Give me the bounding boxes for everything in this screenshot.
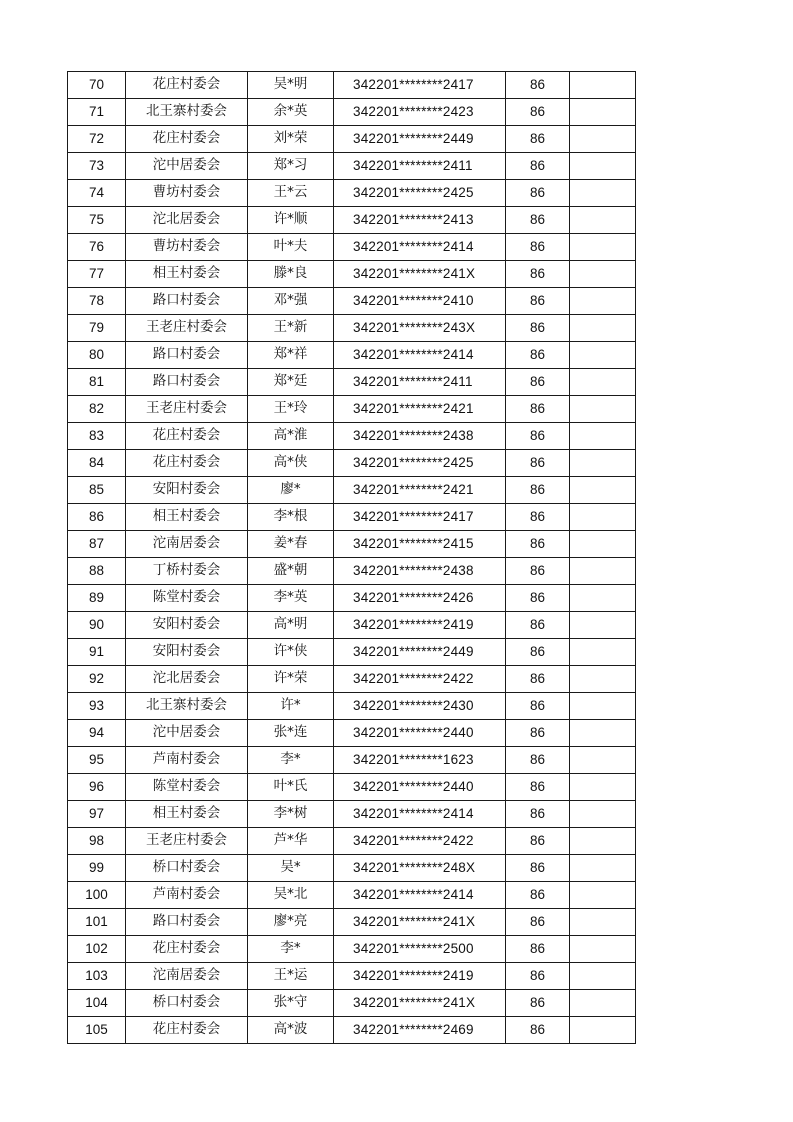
table-row: [68, 99, 636, 126]
score-cell: 86: [506, 558, 570, 585]
name-cell: 许*荣: [248, 666, 334, 693]
table-row: [68, 234, 636, 261]
table-row: [68, 882, 636, 909]
table-row: [68, 990, 636, 1017]
remark-cell: [570, 936, 636, 963]
score-cell: 86: [506, 396, 570, 423]
committee-cell: 沱中居委会: [126, 153, 248, 180]
name-cell: 郑*祥: [248, 342, 334, 369]
remark-cell: [570, 909, 636, 936]
committee-cell: 沱南居委会: [126, 963, 248, 990]
committee-cell: 芦南村委会: [126, 882, 248, 909]
remark-cell: [570, 531, 636, 558]
name-cell: 叶*夫: [248, 234, 334, 261]
remark-cell: [570, 801, 636, 828]
score-cell: 86: [506, 288, 570, 315]
committee-cell: 花庄村委会: [126, 72, 248, 99]
score-cell: 86: [506, 666, 570, 693]
score-cell: 86: [506, 369, 570, 396]
name-cell: 李*根: [248, 504, 334, 531]
score-cell: 86: [506, 801, 570, 828]
table-row: [68, 450, 636, 477]
score-cell: 86: [506, 423, 570, 450]
score-cell: 86: [506, 1017, 570, 1044]
table-row: [68, 153, 636, 180]
table-row: [68, 531, 636, 558]
id-number-cell: 342201********2423: [334, 99, 506, 126]
id-number-cell: 342201********2438: [334, 558, 506, 585]
table-row: [68, 639, 636, 666]
table-row: [68, 801, 636, 828]
remark-cell: [570, 99, 636, 126]
remark-cell: [570, 1017, 636, 1044]
row-number-cell: 92: [68, 666, 126, 693]
committee-cell: 王老庄村委会: [126, 315, 248, 342]
id-number-cell: 342201********2414: [334, 882, 506, 909]
name-cell: 高*侠: [248, 450, 334, 477]
committee-cell: 桥口村委会: [126, 855, 248, 882]
committee-cell: 芦南村委会: [126, 747, 248, 774]
remark-cell: [570, 585, 636, 612]
committee-cell: 王老庄村委会: [126, 828, 248, 855]
name-cell: 许*顺: [248, 207, 334, 234]
row-number-cell: 98: [68, 828, 126, 855]
table-row: [68, 1017, 636, 1044]
row-number-cell: 102: [68, 936, 126, 963]
remark-cell: [570, 153, 636, 180]
row-number-cell: 84: [68, 450, 126, 477]
row-number-cell: 99: [68, 855, 126, 882]
table-row: [68, 909, 636, 936]
score-cell: 86: [506, 99, 570, 126]
score-cell: 86: [506, 153, 570, 180]
score-cell: 86: [506, 909, 570, 936]
table-row: [68, 207, 636, 234]
name-cell: 高*淮: [248, 423, 334, 450]
score-cell: 86: [506, 315, 570, 342]
id-number-cell: 342201********243X: [334, 315, 506, 342]
table-row: [68, 720, 636, 747]
table-row: [68, 369, 636, 396]
committee-cell: 路口村委会: [126, 342, 248, 369]
id-number-cell: 342201********2422: [334, 828, 506, 855]
id-number-cell: 342201********2449: [334, 126, 506, 153]
name-cell: 吴*明: [248, 72, 334, 99]
table-row: [68, 558, 636, 585]
score-cell: 86: [506, 882, 570, 909]
committee-cell: 相王村委会: [126, 801, 248, 828]
remark-cell: [570, 774, 636, 801]
score-cell: 86: [506, 180, 570, 207]
score-cell: 86: [506, 612, 570, 639]
id-number-cell: 342201********2426: [334, 585, 506, 612]
committee-cell: 安阳村委会: [126, 639, 248, 666]
id-number-cell: 342201********2419: [334, 963, 506, 990]
id-number-cell: 342201********241X: [334, 909, 506, 936]
table-row: [68, 504, 636, 531]
name-cell: 高*波: [248, 1017, 334, 1044]
remark-cell: [570, 315, 636, 342]
table-row: [68, 477, 636, 504]
table-row: [68, 585, 636, 612]
score-cell: 86: [506, 855, 570, 882]
score-cell: 86: [506, 261, 570, 288]
name-cell: 吴*: [248, 855, 334, 882]
remark-cell: [570, 261, 636, 288]
remark-cell: [570, 450, 636, 477]
committee-cell: 陈堂村委会: [126, 585, 248, 612]
committee-cell: 安阳村委会: [126, 612, 248, 639]
table-row: [68, 612, 636, 639]
table-row: [68, 936, 636, 963]
remark-cell: [570, 342, 636, 369]
remark-cell: [570, 639, 636, 666]
committee-cell: 沱中居委会: [126, 720, 248, 747]
score-cell: 86: [506, 531, 570, 558]
id-number-cell: 342201********2414: [334, 342, 506, 369]
row-number-cell: 81: [68, 369, 126, 396]
committee-cell: 北王寨村委会: [126, 99, 248, 126]
name-cell: 王*云: [248, 180, 334, 207]
remark-cell: [570, 396, 636, 423]
score-cell: 86: [506, 747, 570, 774]
id-number-cell: 342201********1623: [334, 747, 506, 774]
id-number-cell: 342201********2469: [334, 1017, 506, 1044]
id-number-cell: 342201********2425: [334, 450, 506, 477]
id-number-cell: 342201********2421: [334, 396, 506, 423]
table-row: [68, 828, 636, 855]
table-row: [68, 288, 636, 315]
committee-cell: 花庄村委会: [126, 936, 248, 963]
score-cell: 86: [506, 126, 570, 153]
remark-cell: [570, 693, 636, 720]
row-number-cell: 86: [68, 504, 126, 531]
remark-cell: [570, 855, 636, 882]
name-cell: 吴*北: [248, 882, 334, 909]
score-cell: 86: [506, 234, 570, 261]
name-cell: 芦*华: [248, 828, 334, 855]
remark-cell: [570, 288, 636, 315]
row-number-cell: 93: [68, 693, 126, 720]
id-number-cell: 342201********2449: [334, 639, 506, 666]
committee-cell: 相王村委会: [126, 504, 248, 531]
committee-cell: 北王寨村委会: [126, 693, 248, 720]
row-number-cell: 90: [68, 612, 126, 639]
score-cell: 86: [506, 207, 570, 234]
roster-table: [67, 71, 636, 1044]
committee-cell: 沱北居委会: [126, 207, 248, 234]
row-number-cell: 87: [68, 531, 126, 558]
row-number-cell: 103: [68, 963, 126, 990]
committee-cell: 路口村委会: [126, 288, 248, 315]
row-number-cell: 95: [68, 747, 126, 774]
row-number-cell: 82: [68, 396, 126, 423]
table-row: [68, 666, 636, 693]
row-number-cell: 79: [68, 315, 126, 342]
row-number-cell: 97: [68, 801, 126, 828]
table-row: [68, 261, 636, 288]
committee-cell: 相王村委会: [126, 261, 248, 288]
score-cell: 86: [506, 477, 570, 504]
id-number-cell: 342201********2415: [334, 531, 506, 558]
table-row: [68, 342, 636, 369]
row-number-cell: 76: [68, 234, 126, 261]
table-row: [68, 747, 636, 774]
score-cell: 86: [506, 774, 570, 801]
table-row: [68, 693, 636, 720]
name-cell: 叶*氏: [248, 774, 334, 801]
committee-cell: 陈堂村委会: [126, 774, 248, 801]
id-number-cell: 342201********2425: [334, 180, 506, 207]
remark-cell: [570, 558, 636, 585]
remark-cell: [570, 612, 636, 639]
remark-cell: [570, 504, 636, 531]
remark-cell: [570, 72, 636, 99]
row-number-cell: 100: [68, 882, 126, 909]
name-cell: 姜*春: [248, 531, 334, 558]
table-row: [68, 396, 636, 423]
id-number-cell: 342201********241X: [334, 990, 506, 1017]
committee-cell: 路口村委会: [126, 909, 248, 936]
id-number-cell: 342201********241X: [334, 261, 506, 288]
id-number-cell: 342201********2419: [334, 612, 506, 639]
committee-cell: 花庄村委会: [126, 423, 248, 450]
row-number-cell: 91: [68, 639, 126, 666]
row-number-cell: 104: [68, 990, 126, 1017]
table-row: [68, 774, 636, 801]
score-cell: 86: [506, 72, 570, 99]
row-number-cell: 105: [68, 1017, 126, 1044]
row-number-cell: 77: [68, 261, 126, 288]
name-cell: 王*玲: [248, 396, 334, 423]
name-cell: 李*: [248, 747, 334, 774]
committee-cell: 曹坊村委会: [126, 180, 248, 207]
row-number-cell: 73: [68, 153, 126, 180]
committee-cell: 丁桥村委会: [126, 558, 248, 585]
remark-cell: [570, 180, 636, 207]
row-number-cell: 80: [68, 342, 126, 369]
id-number-cell: 342201********248X: [334, 855, 506, 882]
name-cell: 廖*亮: [248, 909, 334, 936]
remark-cell: [570, 126, 636, 153]
row-number-cell: 85: [68, 477, 126, 504]
id-number-cell: 342201********2422: [334, 666, 506, 693]
score-cell: 86: [506, 693, 570, 720]
id-number-cell: 342201********2421: [334, 477, 506, 504]
remark-cell: [570, 207, 636, 234]
row-number-cell: 74: [68, 180, 126, 207]
name-cell: 李*树: [248, 801, 334, 828]
name-cell: 王*新: [248, 315, 334, 342]
score-cell: 86: [506, 828, 570, 855]
name-cell: 许*侠: [248, 639, 334, 666]
remark-cell: [570, 720, 636, 747]
committee-cell: 曹坊村委会: [126, 234, 248, 261]
score-cell: 86: [506, 450, 570, 477]
name-cell: 张*连: [248, 720, 334, 747]
id-number-cell: 342201********2411: [334, 369, 506, 396]
row-number-cell: 71: [68, 99, 126, 126]
table-row: [68, 72, 636, 99]
remark-cell: [570, 747, 636, 774]
row-number-cell: 78: [68, 288, 126, 315]
committee-cell: 花庄村委会: [126, 450, 248, 477]
committee-cell: 沱南居委会: [126, 531, 248, 558]
name-cell: 李*: [248, 936, 334, 963]
row-number-cell: 101: [68, 909, 126, 936]
row-number-cell: 94: [68, 720, 126, 747]
score-cell: 86: [506, 963, 570, 990]
name-cell: 李*英: [248, 585, 334, 612]
table-row: [68, 855, 636, 882]
id-number-cell: 342201********2438: [334, 423, 506, 450]
row-number-cell: 72: [68, 126, 126, 153]
committee-cell: 王老庄村委会: [126, 396, 248, 423]
table-row: [68, 126, 636, 153]
id-number-cell: 342201********2413: [334, 207, 506, 234]
id-number-cell: 342201********2440: [334, 720, 506, 747]
committee-cell: 路口村委会: [126, 369, 248, 396]
remark-cell: [570, 963, 636, 990]
score-cell: 86: [506, 990, 570, 1017]
name-cell: 余*英: [248, 99, 334, 126]
remark-cell: [570, 882, 636, 909]
id-number-cell: 342201********2414: [334, 234, 506, 261]
committee-cell: 花庄村委会: [126, 126, 248, 153]
committee-cell: 桥口村委会: [126, 990, 248, 1017]
score-cell: 86: [506, 639, 570, 666]
table-row: [68, 315, 636, 342]
id-number-cell: 342201********2500: [334, 936, 506, 963]
name-cell: 许*: [248, 693, 334, 720]
remark-cell: [570, 423, 636, 450]
row-number-cell: 96: [68, 774, 126, 801]
committee-cell: 沱北居委会: [126, 666, 248, 693]
name-cell: 盛*朝: [248, 558, 334, 585]
id-number-cell: 342201********2411: [334, 153, 506, 180]
name-cell: 张*守: [248, 990, 334, 1017]
id-number-cell: 342201********2440: [334, 774, 506, 801]
score-cell: 86: [506, 504, 570, 531]
remark-cell: [570, 666, 636, 693]
name-cell: 刘*荣: [248, 126, 334, 153]
remark-cell: [570, 234, 636, 261]
name-cell: 邓*强: [248, 288, 334, 315]
table-row: [68, 180, 636, 207]
row-number-cell: 88: [68, 558, 126, 585]
name-cell: 高*明: [248, 612, 334, 639]
row-number-cell: 83: [68, 423, 126, 450]
row-number-cell: 70: [68, 72, 126, 99]
remark-cell: [570, 990, 636, 1017]
id-number-cell: 342201********2430: [334, 693, 506, 720]
score-cell: 86: [506, 720, 570, 747]
score-cell: 86: [506, 585, 570, 612]
name-cell: 王*运: [248, 963, 334, 990]
name-cell: 郑*习: [248, 153, 334, 180]
id-number-cell: 342201********2417: [334, 504, 506, 531]
roster-table-body: [68, 72, 636, 1044]
committee-cell: 安阳村委会: [126, 477, 248, 504]
id-number-cell: 342201********2414: [334, 801, 506, 828]
score-cell: 86: [506, 936, 570, 963]
score-cell: 86: [506, 342, 570, 369]
remark-cell: [570, 477, 636, 504]
table-row: [68, 963, 636, 990]
remark-cell: [570, 828, 636, 855]
table-row: [68, 423, 636, 450]
id-number-cell: 342201********2417: [334, 72, 506, 99]
name-cell: 廖*: [248, 477, 334, 504]
row-number-cell: 89: [68, 585, 126, 612]
name-cell: 滕*良: [248, 261, 334, 288]
id-number-cell: 342201********2410: [334, 288, 506, 315]
committee-cell: 花庄村委会: [126, 1017, 248, 1044]
remark-cell: [570, 369, 636, 396]
name-cell: 郑*廷: [248, 369, 334, 396]
row-number-cell: 75: [68, 207, 126, 234]
